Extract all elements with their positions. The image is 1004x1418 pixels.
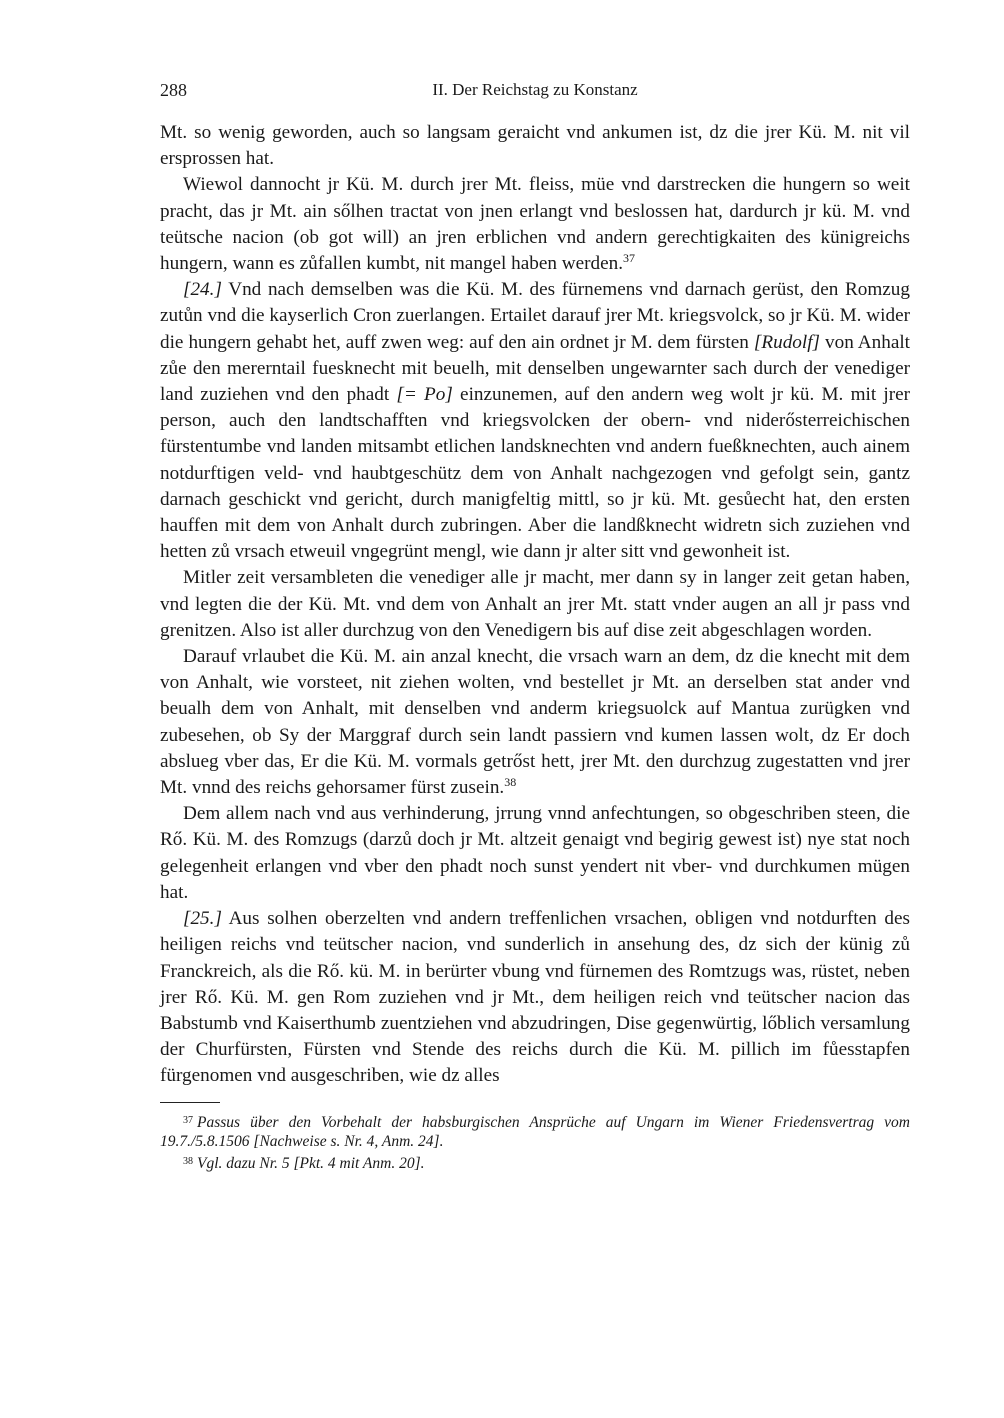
paragraph: [160, 172, 910, 277]
page: [160, 80, 910, 1173]
paragraph-text: Wiewol dannocht jr Kü. M. durch jrer Mt. fleiss, müe vnd darstrecken die hungern so weit pracht, das jr Mt. ain sőlhen tractat von jnen erlangt vnd beslossen hat, dardurch jr kü. M. vnd teütsche nacion (ob got will) an jren erblichen vnd andern gerechtigkaiten des künigreichs hungern, wann es zůfallen kumbt, nit mangel haben werden.: [160, 174, 910, 275]
paragraph-text: Mitler zeit versambleten die venediger alle jr macht, mer dann sy in langer zeit getan haben, vnd legten die der Kü. Mt. vnd dem von Anhalt an jrer Mt. statt vnder augen an all jr pass vnd grenitzen. Also ist aller durchzug von den Venedigern bis auf dise zeit abgeschlagen worden.: [160, 567, 910, 641]
paragraph: [160, 120, 910, 172]
editorial-insert: [Rudolf]: [753, 331, 821, 353]
editorial-insert: [= Po]: [396, 384, 453, 406]
footnote-ref[interactable]: 38: [504, 775, 517, 790]
footnote-37: [160, 1111, 910, 1152]
paragraph-text: Darauf vrlaubet die Kü. M. ain anzal knecht, die vrsach warn an dem, dz die knecht mit dem von Anhalt, wie vorsteet, nit ziehen wolten, vnd bestellet jr Mt. an derselben stat ander vnd beualh dem von Anhalt, mit denselben vnd anderm kriegsuolck auf Mantua zurügken vnd zubesehen, ob Sy der Marggraf durch sein landt passiern vnd kumen lassen wolt, dz Er doch abslueg vber das, Er die Kü. M. vormals getrőst hett, jrer Mt. den durchzug zugestatten vnd jrer Mt. vnnd des reichs gehorsamer fürst zusein.: [160, 646, 910, 799]
paragraph-text: Mt. so wenig geworden, auch so langsam geraicht vnd ankumen ist, dz die jrer Kü. M. nit vil ersprossen hat.: [160, 122, 910, 170]
footnote-number: 37: [183, 1114, 193, 1126]
footnotes: [160, 1111, 910, 1174]
paragraph-text: Vnd nach demselben was die Kü. M. des fürnemens vnd darnach gerüst, den Romzug zutůn vnd die kayserlich Cron zuerlangen. Ertailet darauf jrer Mt. kriegsvolck, so jr Kü. M. wider die hungern gehabt het, auff zwen weg: auf den ain ordnet jr M. dem fürsten: [160, 279, 910, 353]
paragraph-text: von Anhalt zůe den mererntail fuesknecht mit beuelh, mit denselben ungewarnter sach durch der venediger land zuziehen vnd den phadt: [160, 331, 911, 406]
paragraph: [160, 801, 910, 906]
paragraph: [160, 644, 910, 801]
body-text: [160, 120, 910, 1090]
page-number: 288: [160, 80, 187, 100]
page-header: [160, 80, 910, 108]
paragraph-25: [160, 906, 910, 1089]
paragraph-text: Aus solhen oberzelten vnd andern treffenlichen vrsachen, obligen vnd notdurften des heiligen reichs vnd teütscher nacion, vnd sunderlich in ansehung des, dz sich der künig zů Franckreich, als die Rő. kü. M. in berürter vbung vnd fürnemen des Romtzugs was, rüstet, neben jrer Rő. Kü. M. gen Rom zuziehen vnd jr Mt., dem heiligen reich vnd teütscher nacion das Babstumb vnd Kaiserthumb zuentziehen vnd abzudringen, Dise gegenwürtig, lőblich versamlung der Churfürsten, Fürsten vnd Stende des reichs durch die Kü. M. pillich im fůesstapfen fürgenomen vnd ausgeschriben, wie dz alles: [160, 908, 910, 1087]
footnote-number: 38: [183, 1155, 193, 1167]
running-title: II. Der Reichstag zu Konstanz: [432, 80, 638, 99]
paragraph-text: einzunemen, auf den andern weg wolt jr kü. M. mit jrer person, auch den landtschafften vnd kriegsvolcken der obern- vnd niderősterreichischen fürstentumbe vnd landen mitsambt etlichen landsknechten vnd andern fueßknechten, auch ainem notdurftigen veld- vnd haubtgeschütz dem von Anhalt nachgezogen vnd gefolgt sein, gantz darnach geschickt vnd gericht, durch manigfeltig mittl, so jr kü. Mt. gesůecht hat, den ersten hauffen mit dem von Anhalt durch zubringen. Aber die landßknecht widretn sich zuziehen vnd hetten zů vrsach etweuil vngegrünt mengl, wie dann jr alter sitt vnd gewonheit ist.: [160, 384, 910, 563]
section-label: [25.]: [183, 908, 222, 930]
section-label: [24.]: [183, 279, 222, 301]
paragraph-text: Dem allem nach vnd aus verhinderung, jrrung vnnd anfechtungen, so obgeschriben steen, die Rő. Kü. M. des Romzugs (darzů doch jr Mt. altzeit genaigt vnd begirig gewest ist) nye stat noch gelegenheit erlangen vnd vber den phadt noch sunst yendert nit vber- vnd durchkumen mügen hat.: [160, 803, 910, 903]
footnote-ref[interactable]: 37: [623, 251, 636, 266]
footnote-text: Passus über den Vorbehalt der habsburgischen Ansprüche auf Ungarn im Wiener Friedensvertrag vom 19.7./5.8.1506 [Nachweise s. Nr. 4, Anm. 24].: [160, 1113, 910, 1151]
footnote-divider: [160, 1102, 220, 1103]
paragraph-24: [160, 277, 910, 565]
footnote-text: Vgl. dazu Nr. 5 [Pkt. 4 mit Anm. 20].: [197, 1154, 425, 1172]
footnote-38: [160, 1152, 910, 1174]
paragraph: [160, 565, 910, 644]
